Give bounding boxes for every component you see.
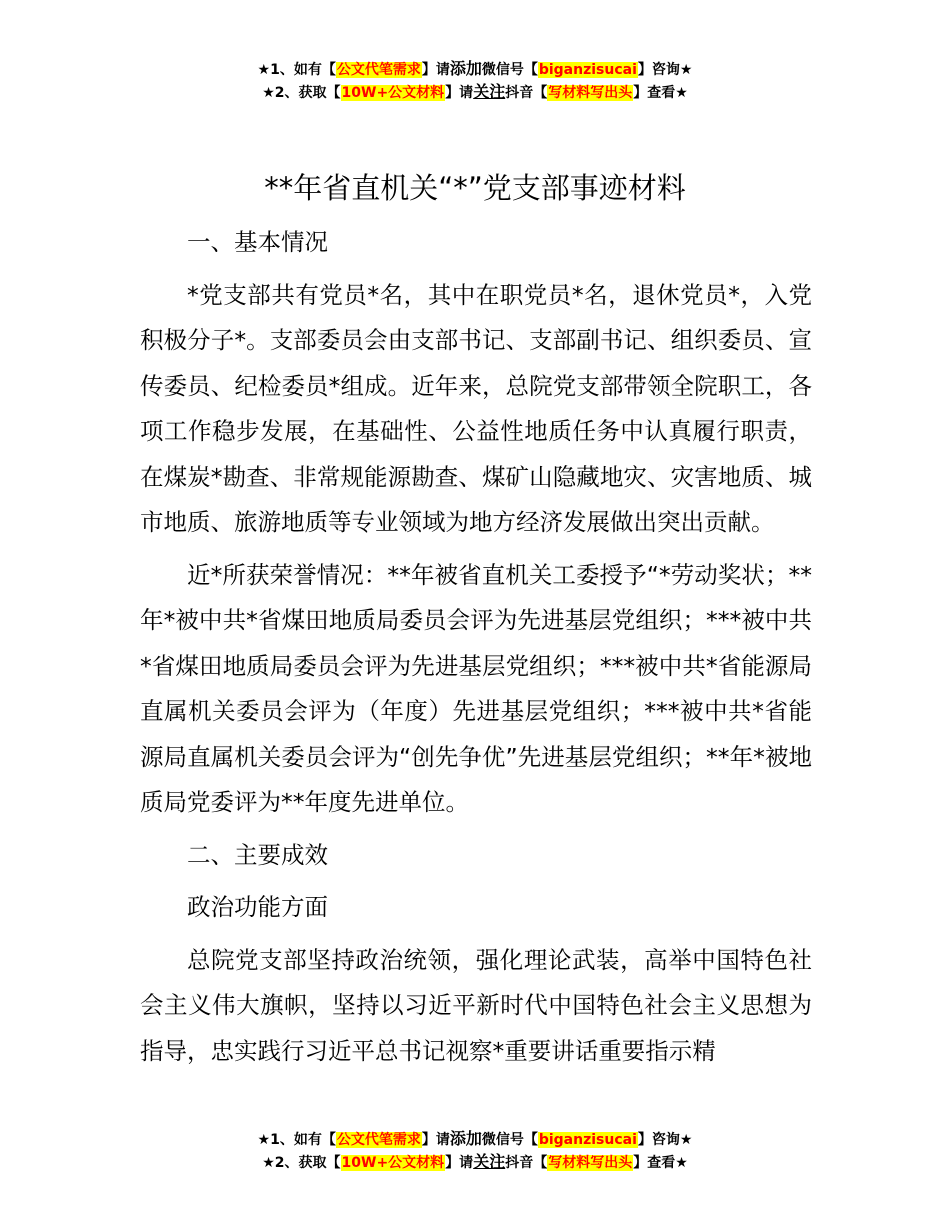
banner-text: 抖音【 xyxy=(505,85,548,101)
banner-text: 抖音【 xyxy=(505,1155,548,1171)
banner-emphasis: 关注 xyxy=(473,1152,506,1171)
banner-text: 】咨询★ xyxy=(637,62,693,78)
banner-text: 】请 xyxy=(421,1132,450,1148)
document-title: **年省直机关“*”党支部事迹材料 xyxy=(264,171,686,205)
banner-text: ★1、如有【 xyxy=(257,1132,336,1148)
banner-line-2 xyxy=(0,1151,950,1174)
banner-text: 微信号【 xyxy=(481,62,538,78)
banner-line-1 xyxy=(0,1128,950,1151)
banner-text: 微信号【 xyxy=(481,1132,538,1148)
banner-highlight: 10W+公文材料 xyxy=(341,1155,445,1171)
banner-emphasis: 关注 xyxy=(473,82,506,101)
banner-text: 】查看★ xyxy=(633,85,688,101)
banner-highlight: 公文代笔需求 xyxy=(336,62,421,78)
section-heading-basic-info: 一、基本情况 xyxy=(187,228,328,256)
paragraph-branch-overview: *党支部共有党员*名，其中在职党员*名，退休党员*，入党积极分子*。支部委员会由支部书记、支部副书记、组织委员、宣传委员、纪检委员*组成。近年来，总院党支部带领全院职工，各项工作稳步发展，在基础性、公益性地质任务中认真履行职责，在煤炭*勘查、非常规能源勘查、煤矿山隐藏地灾、灾害地质、城市地质、旅游地质等专业领域为地方经济发展做出突出贡献。 xyxy=(140,280,812,536)
banner-text: 】请 xyxy=(445,1155,474,1171)
banner-text: ★1、如有【 xyxy=(257,62,336,78)
banner-highlight: biganzisucai xyxy=(538,1132,637,1148)
banner-highlight: 10W+公文材料 xyxy=(341,85,445,101)
banner-emphasis: 添加 xyxy=(449,1129,482,1148)
banner-line-1 xyxy=(0,58,950,81)
banner-text: ★2、获取【 xyxy=(262,1155,341,1171)
section-heading-achievements: 二、主要成效 xyxy=(187,840,328,869)
document-body xyxy=(140,220,812,1081)
header-banner xyxy=(0,58,950,104)
banner-text: 】查看★ xyxy=(633,1155,688,1171)
banner-highlight: biganzisucai xyxy=(538,62,637,78)
banner-emphasis: 添加 xyxy=(449,59,482,78)
banner-text: ★2、获取【 xyxy=(262,85,341,101)
banner-highlight: 写材料写出头 xyxy=(548,1155,633,1171)
banner-line-2 xyxy=(0,81,950,104)
subheading-political-function: 政治功能方面 xyxy=(187,893,328,921)
banner-text: 】咨询★ xyxy=(637,1132,693,1148)
footer-banner xyxy=(0,1128,950,1174)
paragraph-political-leadership: 总院党支部坚持政治统领，强化理论武装，高举中国特色社会主义伟大旗帜，坚持以习近平新时代中国特色社会主义思想为指导，忠实践行习近平总书记视察*重要讲话重要指示精 xyxy=(140,945,812,1065)
banner-highlight: 写材料写出头 xyxy=(548,85,633,101)
banner-highlight: 公文代笔需求 xyxy=(336,1132,421,1148)
paragraph-honors: 近*所获荣誉情况：**年被省直机关工委授予“*劳动奖状；**年*被中共*省煤田地质局委员会评为先进基层党组织；***被中共*省煤田地质局委员会评为先进基层党组织；***被中共*省能源局直属机关委员会评为（年度）先进基层党组织；***被中共*省能源局直属机关委员会评为“创先争优”先进基层党组织；**年*被地质局党委评为**年度先进单位。 xyxy=(140,560,812,816)
banner-text: 】请 xyxy=(445,85,474,101)
banner-text: 】请 xyxy=(421,62,450,78)
